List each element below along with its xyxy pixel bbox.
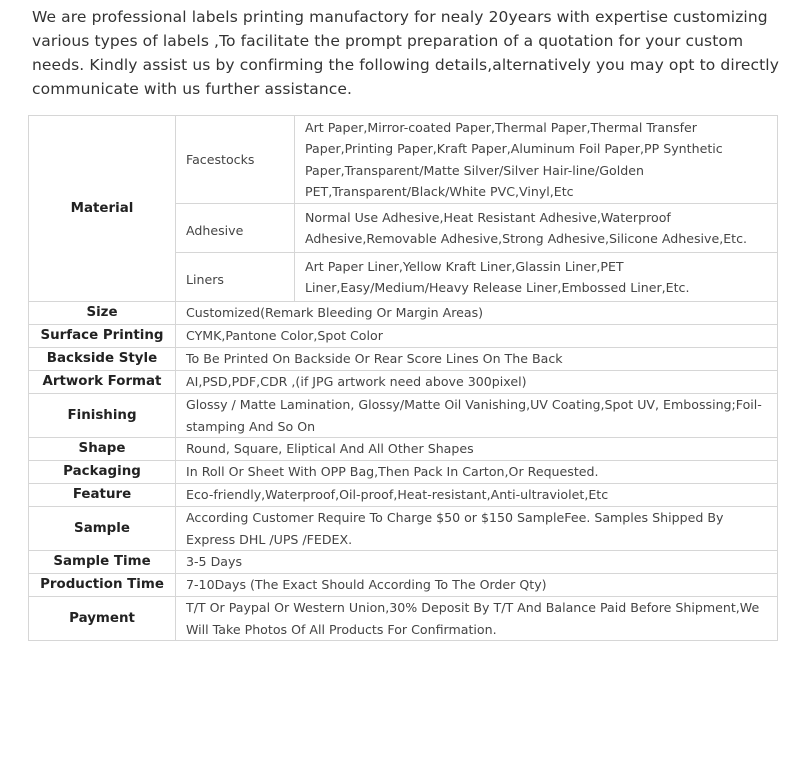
row-label-feature: Feature	[29, 484, 176, 507]
table-row-shape	[29, 438, 778, 461]
row-label-sample: Sample	[29, 507, 176, 551]
value-feature: Eco-friendly,Waterproof,Oil-proof,Heat-resistant,Anti-ultraviolet,Etc	[176, 484, 778, 507]
table-row-size	[29, 302, 778, 325]
row-label-payment: Payment	[29, 597, 176, 641]
value-shape: Round, Square, Eliptical And All Other Shapes	[176, 438, 778, 461]
value-facestocks: Art Paper,Mirror-coated Paper,Thermal Paper,Thermal Transfer Paper,Printing Paper,Kraft Paper,Aluminum Foil Paper,PP Synthetic Paper,Transparent/Matte Silver/Silver Hair-line/Golden PET,Transparent/Black/White PVC,Vinyl,Etc	[295, 116, 778, 204]
table-row-facestocks	[29, 116, 778, 204]
table-row-feature	[29, 484, 778, 507]
value-surface-printing: CYMK,Pantone Color,Spot Color	[176, 325, 778, 348]
row-label-packaging: Packaging	[29, 461, 176, 484]
table-row-payment	[29, 597, 778, 641]
sub-label-liners: Liners	[176, 253, 295, 302]
table-row-production-time	[29, 574, 778, 597]
row-label-production-time: Production Time	[29, 574, 176, 597]
sub-label-facestocks: Facestocks	[176, 116, 295, 204]
value-sample: According Customer Require To Charge $50 or $150 SampleFee. Samples Shipped By Express DHL /UPS /FEDEX.	[176, 507, 778, 551]
intro-paragraph: We are professional labels printing manufactory for nealy 20years with expertise customizing various types of labels ,To facilitate the prompt preparation of a quotation for your custom needs. Kindly assist us by confirming the following details,alternatively you may opt to directly communicate with us further assistance.	[32, 8, 779, 98]
value-packaging: In Roll Or Sheet With OPP Bag,Then Pack In Carton,Or Requested.	[176, 461, 778, 484]
table-row-finishing	[29, 394, 778, 438]
row-label-shape: Shape	[29, 438, 176, 461]
table-row-sample	[29, 507, 778, 551]
value-adhesive: Normal Use Adhesive,Heat Resistant Adhesive,Waterproof Adhesive,Removable Adhesive,Strong Adhesive,Silicone Adhesive,Etc.	[295, 204, 778, 253]
value-payment: T/T Or Paypal Or Western Union,30% Deposit By T/T And Balance Paid Before Shipment,We Will Take Photos Of All Products For Confirmation.	[176, 597, 778, 641]
value-artwork-format: AI,PSD,PDF,CDR ,(if JPG artwork need above 300pixel)	[176, 371, 778, 394]
table-row-packaging	[29, 461, 778, 484]
table-row-surface-printing	[29, 325, 778, 348]
table-row-backside-style	[29, 348, 778, 371]
spec-table	[28, 115, 778, 641]
value-size: Customized(Remark Bleeding Or Margin Areas)	[176, 302, 778, 325]
table-row-artwork-format	[29, 371, 778, 394]
row-label-backside-style: Backside Style	[29, 348, 176, 371]
value-sample-time: 3-5 Days	[176, 551, 778, 574]
row-label-size: Size	[29, 302, 176, 325]
value-backside-style: To Be Printed On Backside Or Rear Score Lines On The Back	[176, 348, 778, 371]
value-finishing: Glossy / Matte Lamination, Glossy/Matte Oil Vanishing,UV Coating,Spot UV, Embossing;Foil-stamping And So On	[176, 394, 778, 438]
value-liners: Art Paper Liner,Yellow Kraft Liner,Glassin Liner,PET Liner,Easy/Medium/Heavy Release Liner,Embossed Liner,Etc.	[295, 253, 778, 302]
sub-label-adhesive: Adhesive	[176, 204, 295, 253]
row-label-artwork-format: Artwork Format	[29, 371, 176, 394]
row-label-material: Material	[29, 116, 176, 302]
row-label-surface-printing: Surface Printing	[29, 325, 176, 348]
table-row-sample-time	[29, 551, 778, 574]
row-label-finishing: Finishing	[29, 394, 176, 438]
row-label-sample-time: Sample Time	[29, 551, 176, 574]
value-production-time: 7-10Days (The Exact Should According To The Order Qty)	[176, 574, 778, 597]
